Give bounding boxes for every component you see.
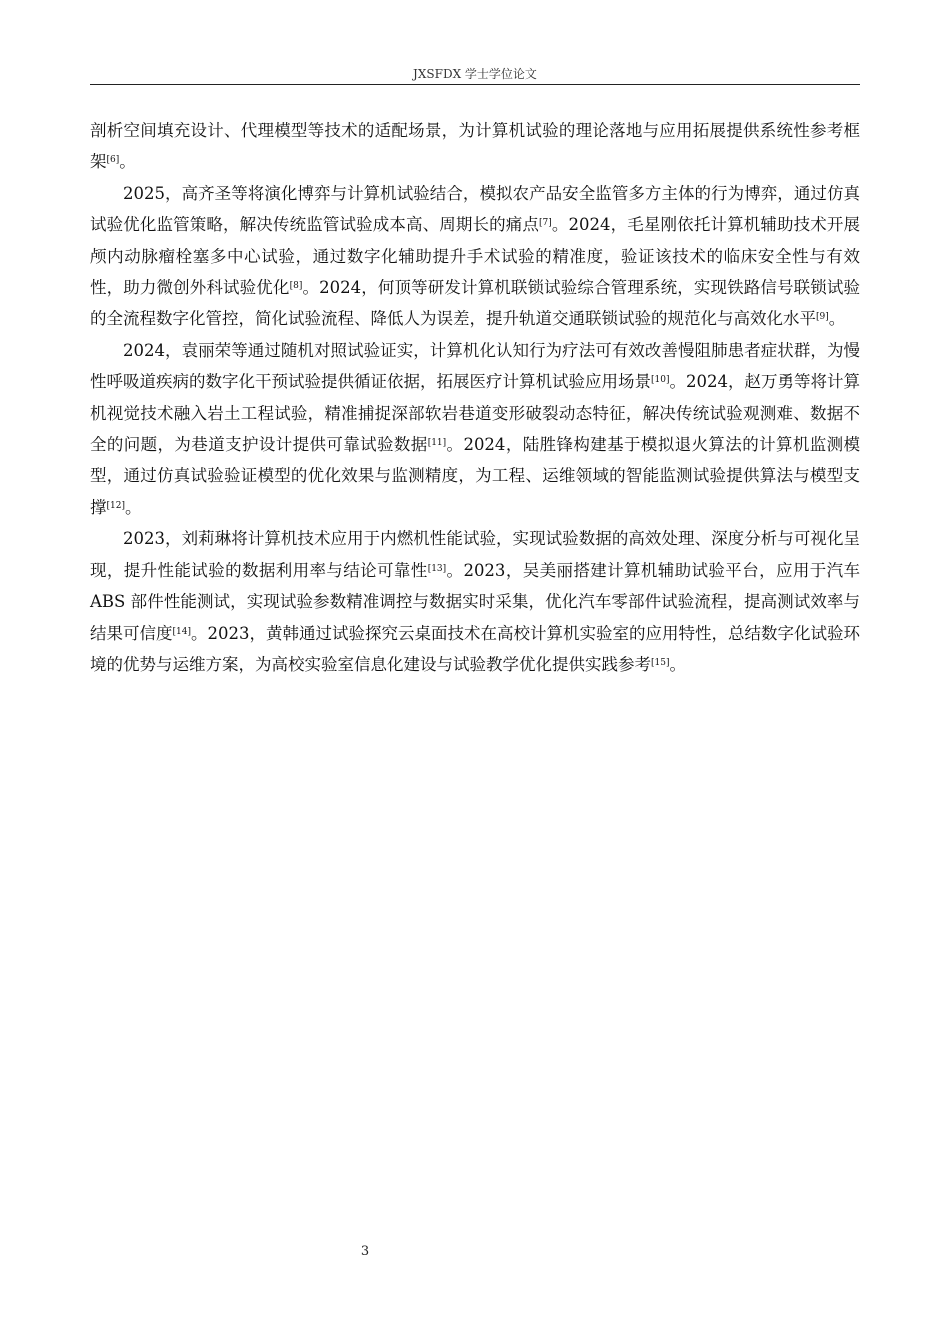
text-run: 。2024，毛星刚依托计算机辅助技术开展颅内动脉瘤栓塞多中心试验，通过数字化辅助提升手术试验的精准度，验证该技术的临床安全性与有效性，助力微创外科试验优化 bbox=[90, 215, 860, 298]
page-number: 3 bbox=[360, 1244, 370, 1259]
text-run: 。 bbox=[828, 309, 846, 329]
citation-mark: [6] bbox=[106, 155, 120, 166]
citation-mark: [13] bbox=[427, 563, 447, 574]
text-run: 。2023，吴美丽搭建计算机辅助试验平台，应用于汽车 ABS 部件性能测试，实现试验参数精准调控与数据实时采集，优化汽车零部件试验流程，提高测试效率与结果可信度 bbox=[90, 560, 860, 643]
citation-mark: [7] bbox=[539, 218, 552, 229]
text-run: 。2024，何顶等研发计算机联锁试验综合管理系统，实现铁路信号联锁试验的全流程数字化管控，简化试验流程、降低人为误差，提升轨道交通联锁试验的规范化与高效化水平 bbox=[90, 278, 861, 329]
paragraph bbox=[90, 115, 860, 178]
text-run: 。 bbox=[669, 654, 686, 674]
citation-mark: [10] bbox=[651, 375, 670, 386]
paragraph bbox=[90, 335, 860, 523]
text-run: 。2024，陆胜锋构建基于模拟退火算法的计算机监测模型，通过仿真试验验证模型的优化效果与监测精度，为工程、运维领域的智能监测试验提供算法与模型支撑 bbox=[90, 435, 860, 517]
citation-mark: [11] bbox=[427, 438, 447, 449]
text-run: 。 bbox=[119, 152, 136, 172]
citation-mark: [14] bbox=[172, 626, 191, 637]
body-text bbox=[90, 115, 860, 680]
text-run: 2023，刘莉琳将计算机技术应用于内燃机性能试验，实现试验数据的高效处理、深度分析与可视化呈现，提升性能试验的数据利用率与结论可靠性 bbox=[90, 529, 860, 580]
text-run: 剖析空间填充设计、代理模型等技术的适配场景，为计算机试验的理论落地与应用拓展提供系统性参考框架 bbox=[90, 121, 860, 172]
paragraph bbox=[90, 178, 860, 335]
citation-mark: [8] bbox=[289, 281, 303, 292]
running-header: JXSFDX 学士学位论文 bbox=[413, 67, 537, 81]
text-run: 。 bbox=[124, 497, 142, 517]
citation-mark: [15] bbox=[651, 657, 670, 668]
citation-mark: [9] bbox=[816, 312, 829, 323]
text-run: 2024，袁丽荣等通过随机对照试验证实，计算机化认知行为疗法可有效改善慢阻肺患者症状群，为慢性呼吸道疾病的数字化干预试验提供循证依据，拓展医疗计算机试验应用场景 bbox=[90, 340, 860, 392]
text-run: 2025，高齐圣等将演化博弈与计算机试验结合，模拟农产品安全监管多方主体的行为博弈，通过仿真试验优化监管策略，解决传统监管试验成本高、周期长的痛点 bbox=[90, 183, 860, 235]
header-rule bbox=[90, 84, 860, 85]
paragraph bbox=[90, 523, 860, 680]
text-run: 。2023，黄韩通过试验探究云桌面技术在高校计算机实验室的应用特性，总结数字化试验环境的优势与运维方案，为高校实验室信息化建设与试验教学优化提供实践参考 bbox=[90, 623, 861, 674]
citation-mark: [12] bbox=[106, 500, 125, 511]
text-run: 。2024，赵万勇等将计算机视觉技术融入岩土工程试验，精准捕捉深部软岩巷道变形破裂动态特征，解决传统试验观测难、数据不全的问题，为巷道支护设计提供可靠试验数据 bbox=[90, 372, 860, 455]
